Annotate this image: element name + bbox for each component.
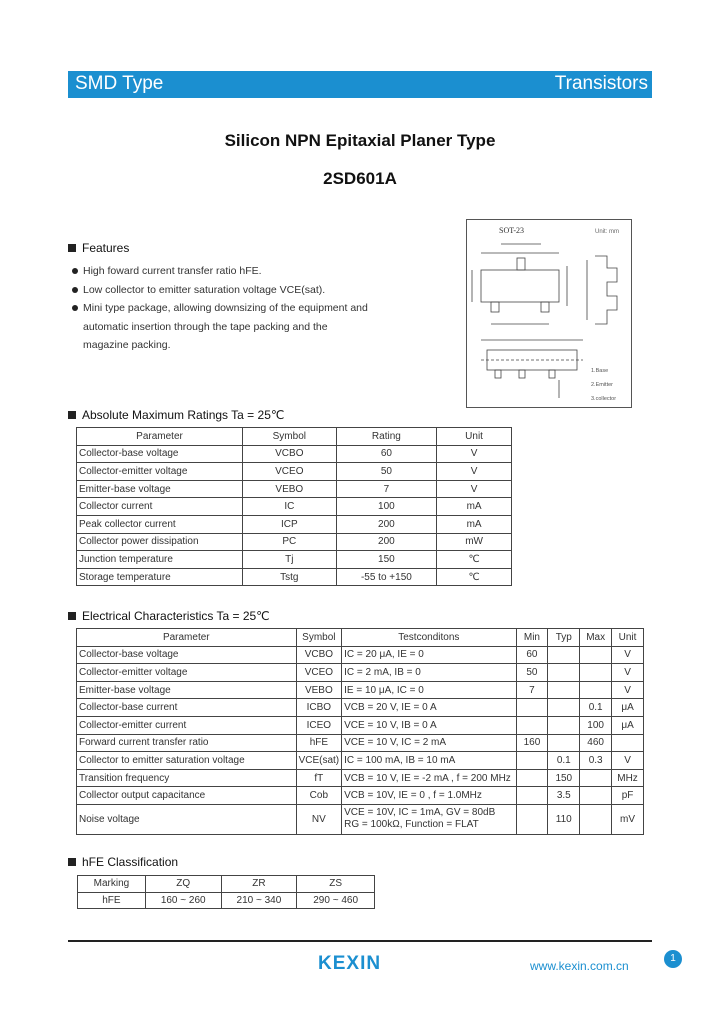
cell-symbol: NV [296,804,342,834]
cell-parameter: Collector-emitter voltage [77,463,243,481]
table-row [77,804,644,834]
feature-item: High foward current transfer ratio hFE. [72,262,372,281]
table-row [77,752,644,770]
condition-line: RG = 100kΩ, Function = FLAT [344,819,479,831]
table-row [77,551,512,569]
hfe-classification-table [77,875,375,909]
table-row [78,892,375,909]
column-header: Symbol [243,428,337,446]
bullet-square-icon [68,858,76,866]
cell-unit: V [437,463,512,481]
hfe-heading: hFE Classification [68,855,178,869]
cell-conditions: IC = 20 μA, IE = 0 [342,646,516,664]
cell-symbol: hFE [296,734,342,752]
pin-3-label: 3.collector [591,396,617,402]
column-header: Unit [437,428,512,446]
table-row [77,445,512,463]
features-list [72,262,372,355]
cell-rating: 7 [336,480,437,498]
cell-parameter: Collector-base voltage [77,646,297,664]
cell-unit: MHz [612,769,644,787]
cell-parameter: Transition frequency [77,769,297,787]
column-header: Typ [548,629,580,647]
row-label: Marking [78,876,146,893]
cell-parameter: Peak collector current [77,515,243,533]
cell-symbol: VCEO [296,664,342,682]
cell-symbol: Tj [243,551,337,569]
column-header: Symbol [296,629,342,647]
page-number-badge: 1 [664,950,682,968]
footer-url[interactable]: www.kexin.com.cn [530,959,629,973]
cell-typ: 110 [548,804,580,834]
cell-unit: ℃ [437,568,512,586]
cell-parameter: Collector current [77,498,243,516]
cell-unit: V [612,752,644,770]
cell-rating: 200 [336,515,437,533]
cell-typ: 150 [548,769,580,787]
cell-typ: 0.1 [548,752,580,770]
cell-symbol: VCBO [243,445,337,463]
cell-parameter: Forward current transfer ratio [77,734,297,752]
cell-marking: ZS [297,876,375,893]
cell-max: 0.1 [580,699,612,717]
cell-symbol: VCBO [296,646,342,664]
cell-unit: mW [437,533,512,551]
cell-symbol: ICEO [296,716,342,734]
cell-symbol: VEBO [296,681,342,699]
pin-1-label: 1.Base [591,368,609,374]
cell-max [580,787,612,805]
cell-conditions: IC = 2 mA, IB = 0 [342,664,516,682]
table-row [77,699,644,717]
cell-parameter: Collector output capacitance [77,787,297,805]
column-header: Testconditons [342,629,516,647]
cell-unit: V [612,664,644,682]
cell-rating: 200 [336,533,437,551]
bullet-dot-icon [72,268,78,274]
cell-conditions: VCB = 10 V, IE = -2 mA , f = 200 MHz [342,769,516,787]
elec-char-table [76,628,644,835]
column-header: Unit [612,629,644,647]
cell-max: 0.3 [580,752,612,770]
cell-parameter: Collector-emitter current [77,716,297,734]
cell-parameter: Collector power dissipation [77,533,243,551]
cell-unit [612,734,644,752]
cell-max [580,804,612,834]
cell-unit: pF [612,787,644,805]
features-heading: Features [68,241,129,255]
cell-typ [548,734,580,752]
cell-conditions [342,804,516,834]
cell-symbol: Tstg [243,568,337,586]
table-row [77,734,644,752]
cell-symbol: VEBO [243,480,337,498]
cell-unit: V [437,480,512,498]
cell-conditions: IC = 100 mA, IB = 10 mA [342,752,516,770]
condition-line: VCE = 10V, IC = 1mA, GV = 80dB [344,807,496,819]
cell-typ [548,699,580,717]
feature-item: Mini type package, allowing downsizing of the equipment and automatic insertion through the tape packing and the magazine packing. [72,299,372,355]
cell-parameter: Junction temperature [77,551,243,569]
table-row [77,463,512,481]
cell-unit: μA [612,699,644,717]
cell-min: 7 [516,681,548,699]
cell-conditions: VCE = 10 V, IB = 0 A [342,716,516,734]
cell-max [580,646,612,664]
cell-typ [548,716,580,734]
cell-min [516,787,548,805]
header-bar [68,71,652,98]
header-product-type: Transistors [554,73,648,94]
elec-heading: Electrical Characteristics Ta = 25℃ [68,609,270,623]
part-number: 2SD601A [323,169,397,188]
bullet-square-icon [68,411,76,419]
column-header: Rating [336,428,437,446]
cell-symbol: ICP [243,515,337,533]
table-row [77,498,512,516]
table-header-row [77,629,644,647]
cell-range: 210 ~ 340 [221,892,297,909]
cell-parameter: Storage temperature [77,568,243,586]
cell-typ: 3.5 [548,787,580,805]
cell-rating: 150 [336,551,437,569]
document-title: Silicon NPN Epitaxial Planer Type [224,131,496,150]
cell-marking: ZR [221,876,297,893]
table-row [77,769,644,787]
cell-typ [548,681,580,699]
cell-min: 50 [516,664,548,682]
cell-unit: mV [612,804,644,834]
cell-symbol: VCE(sat) [296,752,342,770]
cell-conditions: IE = 10 μA, IC = 0 [342,681,516,699]
column-header: Parameter [77,428,243,446]
bullet-square-icon [68,244,76,252]
cell-min [516,769,548,787]
cell-rating: 60 [336,445,437,463]
cell-range: 160 ~ 260 [145,892,221,909]
cell-rating: -55 to +150 [336,568,437,586]
cell-conditions: VCB = 20 V, IE = 0 A [342,699,516,717]
table-row [77,681,644,699]
cell-max [580,769,612,787]
cell-parameter: Emitter-base voltage [77,681,297,699]
cell-symbol: PC [243,533,337,551]
cell-min [516,699,548,717]
column-header: Min [516,629,548,647]
cell-max [580,664,612,682]
bullet-square-icon [68,612,76,620]
table-row [77,480,512,498]
package-name-label: SOT-23 [499,226,525,235]
cell-parameter: Emitter-base voltage [77,480,243,498]
cell-unit: μA [612,716,644,734]
table-row [77,568,512,586]
cell-parameter: Noise voltage [77,804,297,834]
table-row [77,664,644,682]
table-row [78,876,375,893]
abs-max-table [76,427,512,586]
cell-symbol: fT [296,769,342,787]
abs-max-heading: Absolute Maximum Ratings Ta = 25℃ [68,408,284,422]
cell-unit: V [437,445,512,463]
header-category: SMD Type [75,73,164,94]
cell-symbol: ICBO [296,699,342,717]
cell-max [580,681,612,699]
cell-min [516,804,548,834]
cell-parameter: Collector to emitter saturation voltage [77,752,297,770]
cell-max: 100 [580,716,612,734]
table-row [77,787,644,805]
table-header-row [77,428,512,446]
cell-rating: 50 [336,463,437,481]
cell-rating: 100 [336,498,437,516]
cell-conditions: VCB = 10V, IE = 0 , f = 1.0MHz [342,787,516,805]
row-label: hFE [78,892,146,909]
column-header: Max [580,629,612,647]
feature-item: Low collector to emitter saturation voltage VCE(sat). [72,281,372,300]
cell-min: 160 [516,734,548,752]
cell-min [516,752,548,770]
cell-conditions: VCE = 10 V, IC = 2 mA [342,734,516,752]
kexin-logo: KEXIN [318,953,382,974]
cell-parameter: Collector-base current [77,699,297,717]
table-row [77,515,512,533]
bullet-dot-icon [72,305,78,311]
package-drawing [466,219,632,408]
pin-2-label: 2.Emitter [591,382,614,388]
cell-unit: ℃ [437,551,512,569]
cell-parameter: Collector-base voltage [77,445,243,463]
table-row [77,646,644,664]
cell-parameter: Collector-emitter voltage [77,664,297,682]
cell-marking: ZQ [145,876,221,893]
cell-typ [548,664,580,682]
table-row [77,533,512,551]
column-header: Parameter [77,629,297,647]
cell-unit: V [612,646,644,664]
cell-unit: V [612,681,644,699]
bullet-dot-icon [72,287,78,293]
footer-divider [68,940,652,942]
cell-typ [548,646,580,664]
sot23-outline-drawing [467,220,633,409]
cell-symbol: Cob [296,787,342,805]
cell-max: 460 [580,734,612,752]
cell-min [516,716,548,734]
cell-unit: mA [437,515,512,533]
table-row [77,716,644,734]
cell-unit: mA [437,498,512,516]
cell-symbol: VCEO [243,463,337,481]
cell-symbol: IC [243,498,337,516]
cell-min: 60 [516,646,548,664]
cell-range: 290 ~ 460 [297,892,375,909]
unit-label: Unit: mm [595,229,619,235]
